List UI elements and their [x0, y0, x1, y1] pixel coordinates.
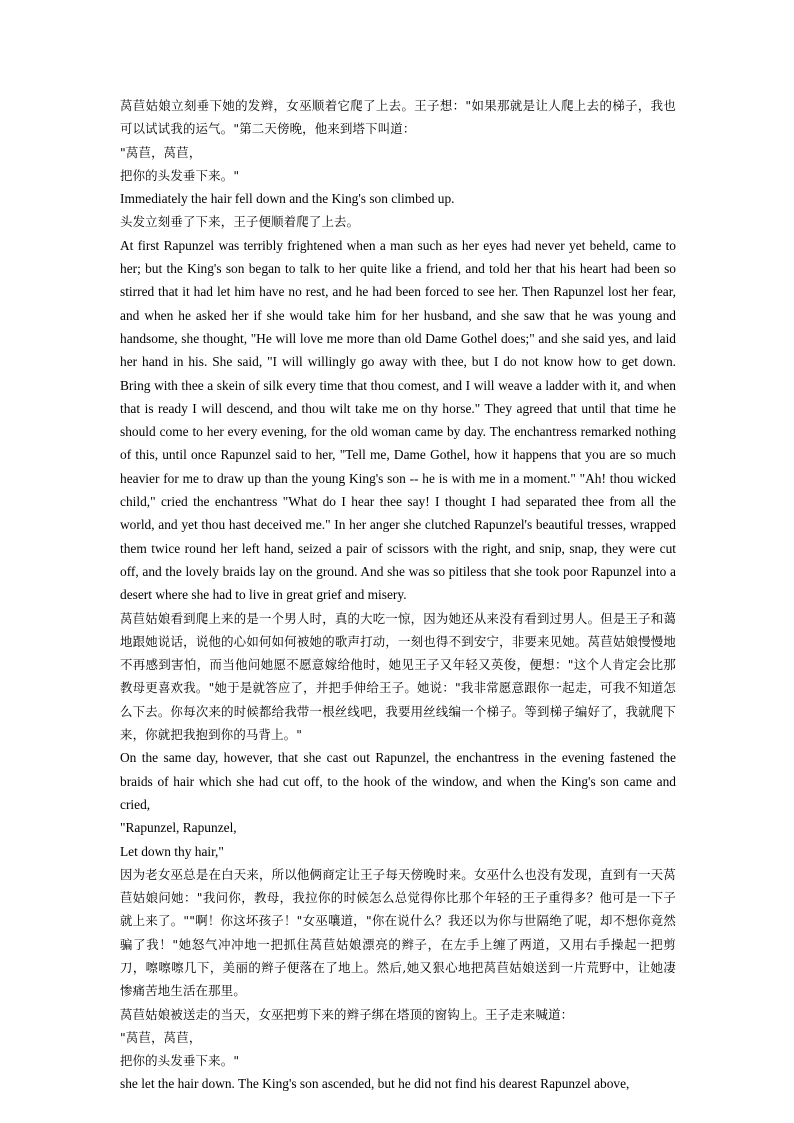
document-body: [120, 94, 676, 1096]
paragraph: At first Rapunzel was terribly frightened when a man such as her eyes had never yet beheld, came to her; but the King's son began to talk to her quite like a friend, and told her that his heart had been so stirred that it had let him have no rest, and he had been forced to see her. Then Rapunzel lost her fear, and when he asked her if she would take him for her husband, and she saw that he was young and handsome, she thought, "He will love me more than old Dame Gothel does;" and she said yes, and laid her hand in his. She said, "I will willingly go away with thee, but I do not know how to get down. Bring with thee a skein of silk every time that thou comest, and I will weave a ladder with it, and when that is ready I will descend, and thou wilt take me on thy horse." They agreed that until that time he should come to her every evening, for the old woman came by day. The enchantress remarked nothing of this, until once Rapunzel said to her, "Tell me, Dame Gothel, how it happens that you are so much heavier for me to draw up than the young King's son -- he is with me in a moment." "Ah! thou wicked child," cried the enchantress "What do I hear thee say! I thought I had separated thee from all the world, and yet thou hast deceived me." In her anger she clutched Rapunzel's beautiful tresses, wrapped them twice round her left hand, seized a pair of scissors with the right, and snip, snap, they were cut off, and the lovely braids lay on the ground. And she was so pitiless that she took poor Rapunzel into a desert where she had to live in great grief and misery.: [120, 237, 676, 603]
paragraph: she let the hair down. The King's son ascended, but he did not find his dearest Rapunzel above,: [120, 1076, 630, 1092]
paragraph: 莴苣姑娘被送走的当天，女巫把剪下来的辫子绑在塔顶的窗钩上。王子走来喊道：: [120, 1006, 574, 1022]
verse-line: 把你的头发垂下来。": [120, 1053, 240, 1069]
verse-line: 把你的头发垂下来。": [120, 167, 240, 183]
verse-line: "莴苣，莴苣，: [120, 144, 202, 160]
paragraph: 头发立刻垂了下来，王子便顺着爬了上去。: [120, 214, 360, 230]
paragraph: Immediately the hair fell down and the King's son climbed up.: [120, 191, 455, 207]
verse-line: Let down thy hair,": [120, 843, 224, 859]
paragraph: 因为老女巫总是在白天来，所以他俩商定让王子每天傍晚时来。女巫什么也没有发现，直到有一天莴苣姑娘问她："我问你，教母，我拉你的时候怎么总觉得你比那个年轻的王子重得多？他可是一下子就上来了。""啊！你这坏孩子！"女巫嚷道，"你在说什么？我还以为你与世隔绝了呢，却不想你竟然骗了我！"她怒气冲冲地一把抓住莴苣姑娘漂亮的辫子，在左手上缠了两道，又用右手操起一把剪刀，嚓嚓嚓几下，美丽的辫子便落在了地上。然后,她又狠心地把莴苣姑娘送到一片荒野中，让她凄惨痛苦地生活在那里。: [120, 866, 676, 999]
paragraph: 莴苣姑娘立刻垂下她的发辫，女巫顺着它爬了上去。王子想："如果那就是让人爬上去的梯子，我也可以试试我的运气。"第二天傍晚，他来到塔下叫道：: [120, 98, 676, 137]
paragraph: 莴苣姑娘看到爬上来的是一个男人时，真的大吃一惊，因为她还从来没有看到过男人。但是王子和蔼地跟她说话，说他的心如何如何被她的歌声打动，一刻也得不到安宁，非要来见她。莴苣姑娘慢慢地不再感到害怕，而当他问她愿不愿意嫁给他时，她见王子又年轻又英俊，便想："这个人肯定会比那教母更喜欢我。"她于是就答应了，并把手伸给王子。她说："我非常愿意跟你一起走，可我不知道怎么下去。你每次来的时候都给我带一根丝线吧，我要用丝线编一个梯子。等到梯子编好了，我就爬下来，你就把我抱到你的马背上。": [120, 610, 676, 743]
verse-line: "莴苣，莴苣，: [120, 1029, 202, 1045]
paragraph: On the same day, however, that she cast out Rapunzel, the enchantress in the evening fastened the braids of hair which she had cut off, to the hook of the window, and when the King's son came and cried,: [120, 750, 676, 812]
verse-line: "Rapunzel, Rapunzel,: [120, 820, 237, 836]
